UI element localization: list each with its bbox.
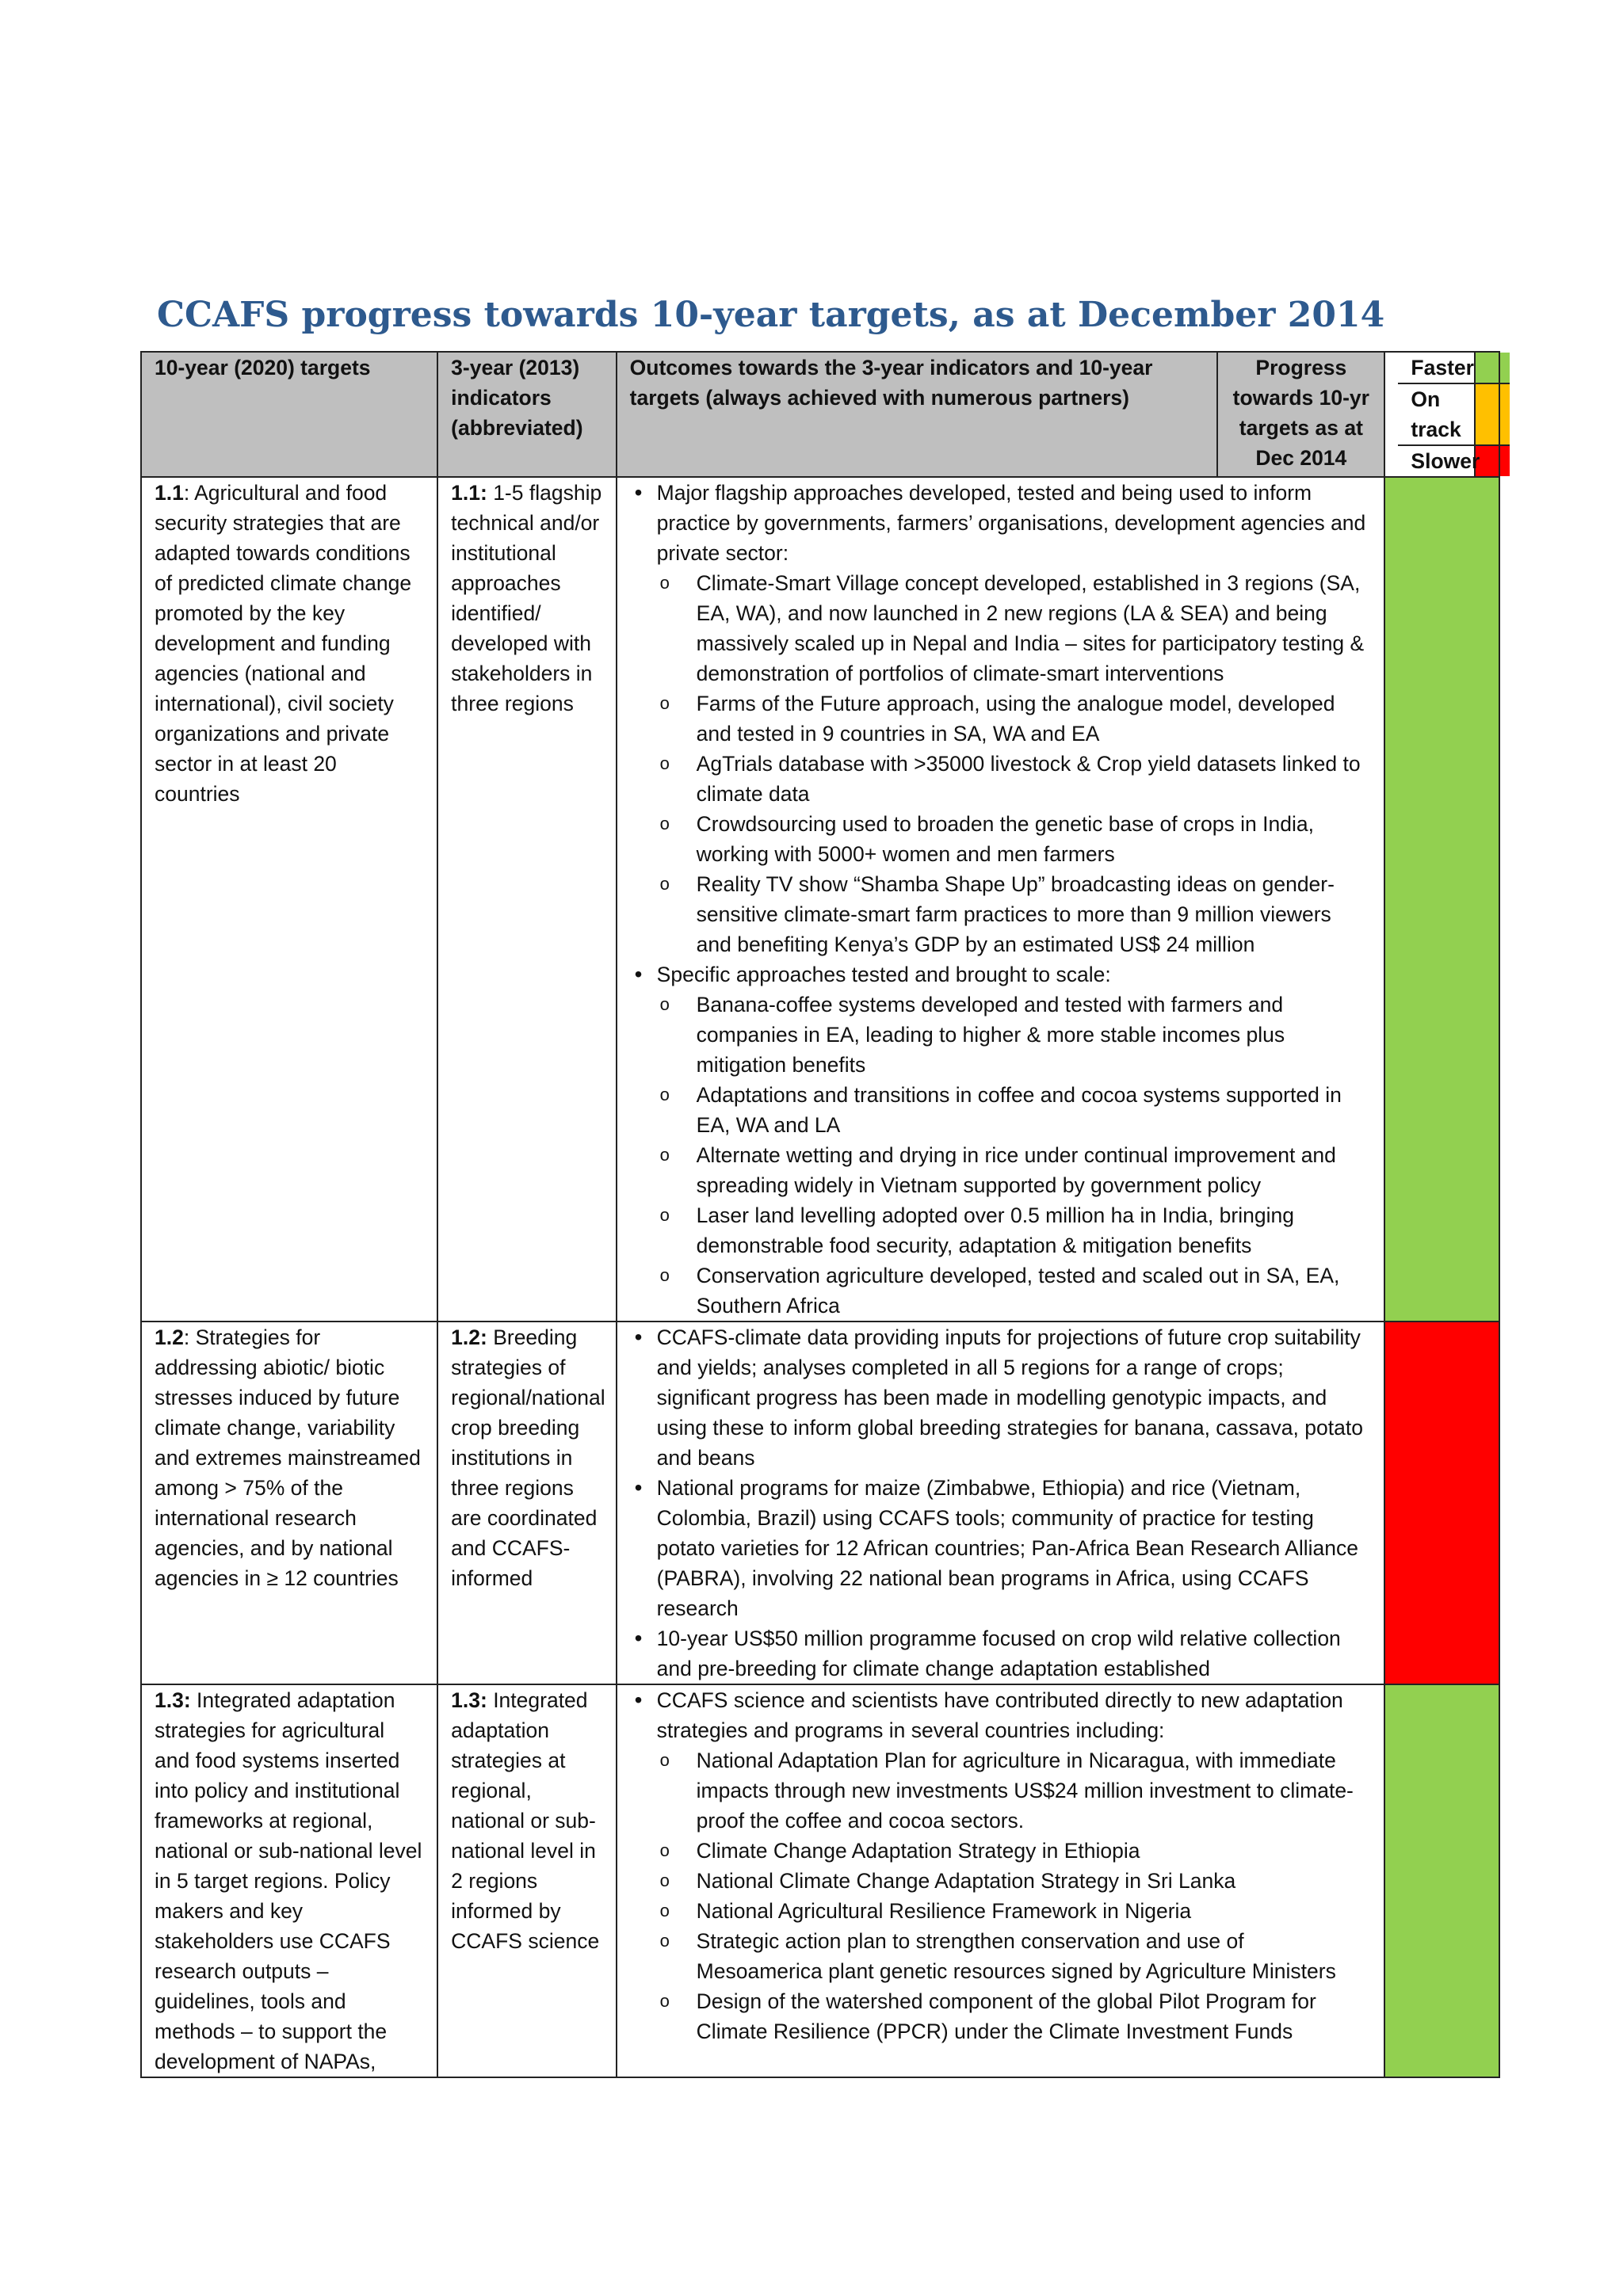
- outcome-item: [657, 478, 1372, 959]
- status-indicator: [1384, 1322, 1499, 1684]
- target-cell: [141, 1322, 437, 1684]
- outcome-subitem: o Design of the watershed component of the global Pilot Program for Climate Resilience (PPCR) under the Climate Investment Funds: [697, 1986, 1372, 2046]
- outcome-text: Specific approaches tested and brought to scale:: [656, 963, 1111, 986]
- outcome-subitem: o Crowdsourcing used to broaden the genetic base of crops in India, working with 5000+ women and men farmers: [697, 809, 1372, 869]
- header-targets: 10-year (2020) targets: [141, 352, 437, 477]
- outcome-sublist: [657, 1745, 1372, 2046]
- indicator-cell: [437, 477, 617, 1322]
- target-text: Integrated adaptation strategies for agricultural and food systems inserted into policy and institutional frameworks at regional, national or sub-national level in 5 target regions. Policy makers and key stakeholders use CCAFS research outputs – guidelines, tools and methods – to support the development of NAPAs,: [155, 1688, 422, 2073]
- indicator-cell: [437, 1322, 617, 1684]
- legend-slower: [1398, 445, 1510, 476]
- outcome-cell: [617, 1684, 1385, 2077]
- outcome-item: [657, 1322, 1372, 1473]
- outcome-subitem: o Banana-coffee systems developed and tested with farmers and companies in EA, leading to higher & more stable incomes plus mitigation benefits: [697, 990, 1372, 1080]
- legend-label: Faster: [1398, 353, 1475, 383]
- outcome-cell: [617, 1322, 1385, 1684]
- target-number: 1.1: [155, 481, 184, 505]
- outcome-text: CCAFS-climate data providing inputs for projections of future crop suitability and yields; analyses completed in all 5 regions for a range of crops; significant progress has been made in modelling genotypic impacts, and using these to inform global breeding strategies for banana, cassava, potato and beans: [656, 1325, 1363, 1470]
- target-cell: [141, 1684, 437, 2077]
- indicator-cell: [437, 1684, 617, 2077]
- outcome-subitem: o National Adaptation Plan for agriculture in Nicaragua, with immediate impacts through new investments US$24 million investment to climate-proof the coffee and cocoa sectors.: [697, 1745, 1372, 1836]
- target-text: : Strategies for addressing abiotic/ biotic stresses induced by future climate change, variability and extremes mainstreamed among > 75% of the international research agencies, and by national agencies in ≥ 12 countries: [155, 1325, 421, 1590]
- indicator-text: 1-5 flagship technical and/or institutional approaches identified/ developed with stakeholders in three regions: [451, 481, 602, 715]
- outcome-subitem: o National Climate Change Adaptation Strategy in Sri Lanka: [697, 1866, 1372, 1896]
- outcome-text: 10-year US$50 million programme focused on crop wild relative collection and pre-breeding for climate change adaptation established: [656, 1627, 1341, 1680]
- target-text: : Agricultural and food security strategies that are adapted towards conditions of predicted climate change promoted by the key development and funding agencies (national and international), civil society organizations and private sector in at least 20 countries: [155, 481, 412, 806]
- header-progress: Progress towards 10-yr targets as at Dec 2014: [1217, 352, 1384, 477]
- outcome-subitem: o Farms of the Future approach, using the analogue model, developed and tested in 9 countries in SA, WA and EA: [697, 688, 1372, 749]
- indicator-number: 1.2:: [451, 1325, 487, 1349]
- outcome-subitem: o Reality TV show “Shamba Shape Up” broadcasting ideas on gender-sensitive climate-smart farm practices to more than 9 million viewers and benefiting Kenya’s GDP by an estimated US$ 24 million: [697, 869, 1372, 959]
- outcome-text: Major flagship approaches developed, tested and being used to inform practice by governments, farmers’ organisations, development agencies and private sector:: [656, 481, 1366, 565]
- outcome-text: CCAFS science and scientists have contributed directly to new adaptation strategies and programs in several countries including:: [656, 1688, 1343, 1742]
- table-row: [141, 1684, 1499, 2077]
- outcome-list: [630, 1685, 1372, 2046]
- table-row: [141, 1322, 1499, 1684]
- legend-label: Slower: [1398, 445, 1475, 476]
- outcome-item: [657, 1685, 1372, 2046]
- outcome-subitem: o Conservation agriculture developed, tested and scaled out in SA, EA, Southern Africa: [697, 1261, 1372, 1321]
- outcome-subitem: o Strategic action plan to strengthen conservation and use of Mesoamerica plant genetic resources signed by Agriculture Ministers: [697, 1926, 1372, 1986]
- indicator-text: Integrated adaptation strategies at regional, national or sub-national level in 2 regions informed by CCAFS science: [451, 1688, 600, 1953]
- outcome-list: [630, 478, 1372, 1321]
- outcome-item: [657, 1473, 1372, 1623]
- outcome-subitem: o AgTrials database with >35000 livestock & Crop yield datasets linked to climate data: [697, 749, 1372, 809]
- outcome-subitem: o Climate-Smart Village concept developed, established in 3 regions (SA, EA, WA), and now launched in 2 new regions (LA & SEA) and being massively scaled up in Nepal and India – sites for participatory testing & demonstration of portfolios of climate-smart interventions: [697, 568, 1372, 688]
- outcome-list: [630, 1322, 1372, 1684]
- outcome-subitem: o Climate Change Adaptation Strategy in Ethiopia: [697, 1836, 1372, 1866]
- legend-swatch: [1475, 445, 1510, 476]
- legend-on-track: [1398, 383, 1510, 445]
- legend-swatch: [1475, 383, 1510, 445]
- indicator-text: Breeding strategies of regional/national crop breeding institutions in three regions are coordinated and CCAFS-informed: [451, 1325, 605, 1590]
- outcome-text: National programs for maize (Zimbabwe, Ethiopia) and rice (Vietnam, Colombia, Brazil) using CCAFS tools; community of practice for testing potato varieties for 12 African countries; Pan-Africa Bean Research Alliance (PABRA), involving 22 national bean programs in Africa, using CCAFS research: [656, 1476, 1358, 1620]
- header-outcomes: Outcomes towards the 3-year indicators and 10-year targets (always achieved with numerous partners): [617, 352, 1218, 477]
- status-indicator: [1384, 1684, 1499, 2077]
- progress-legend: [1384, 352, 1499, 477]
- outcome-subitem: o National Agricultural Resilience Framework in Nigeria: [697, 1896, 1372, 1926]
- page-title: CCAFS progress towards 10-year targets, as at December 2014: [157, 295, 1385, 335]
- outcome-cell: [617, 477, 1385, 1322]
- table-row: [141, 477, 1499, 1322]
- target-cell: [141, 477, 437, 1322]
- indicator-number: 1.1:: [451, 481, 487, 505]
- indicator-number: 1.3:: [451, 1688, 487, 1712]
- outcome-sublist: [657, 990, 1372, 1321]
- header-indicators: 3-year (2013) indicators (abbreviated): [437, 352, 617, 477]
- outcome-subitem: o Adaptations and transitions in coffee and cocoa systems supported in EA, WA and LA: [697, 1080, 1372, 1140]
- target-number: 1.2: [155, 1325, 184, 1349]
- header-row: [141, 352, 1499, 477]
- outcome-item: [657, 1623, 1372, 1684]
- outcome-subitem: o Alternate wetting and drying in rice under continual improvement and spreading widely in Vietnam supported by government policy: [697, 1140, 1372, 1200]
- outcome-item: [657, 959, 1372, 1321]
- outcome-sublist: [657, 568, 1372, 959]
- target-number: 1.3:: [155, 1688, 191, 1712]
- progress-table: [140, 351, 1500, 2078]
- outcome-subitem: o Laser land levelling adopted over 0.5 million ha in India, bringing demonstrable food security, adaptation & mitigation benefits: [697, 1200, 1372, 1261]
- legend-faster: [1398, 353, 1510, 383]
- legend-swatch: [1475, 353, 1510, 383]
- legend-label: On track: [1398, 383, 1475, 445]
- status-indicator: [1384, 477, 1499, 1322]
